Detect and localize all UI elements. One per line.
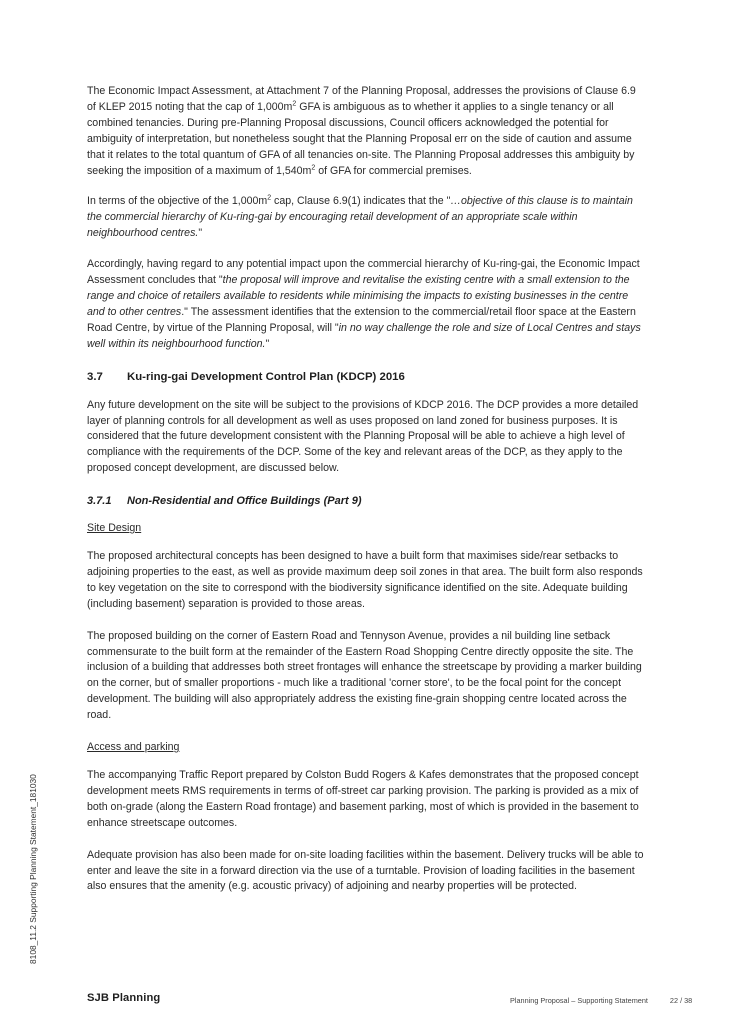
page-number: 22 / 38 — [669, 996, 693, 1005]
paragraph-hierarchy: Accordingly, having regard to any potential impact upon the commercial hierarchy of Ku-ring-gai, the Economic Impact Assessment concludes that "the proposal will improve and revitalise the existing centre with a small extension to the range and choice of retailers available to residents while minimising the impacts to existing businesses in the centre and to other centres." The assessment identifies that the extension to the commercial/retail floor space at the Eastern Road Centre, by virtue of the Planning Proposal, will "in no way challenge the role and size of Local Centres and stays well within its neighbourhood function." — [87, 258, 641, 350]
sjb-planning-logo: SJB Planning — [87, 992, 161, 1004]
document-body — [87, 84, 647, 910]
page-footer — [510, 996, 692, 1005]
footer-document-title: Planning Proposal – Supporting Statement — [510, 996, 648, 1005]
paragraph-access-parking-1: The accompanying Traffic Report prepared by Colston Budd Rogers & Kafes demonstrates that the proposed concept development meets RMS requirements in terms of off-street car parking provision. The parking is provided as a mix of both on-grade (along the Eastern Road frontage) and basement parking, most of which is provided in the basement to enhance streetscape outcomes. — [87, 769, 639, 829]
subheading-site-design: Site Design — [87, 522, 142, 535]
paragraph-kdcp: Any future development on the site will be subject to the provisions of KDCP 2016. The DCP provides a more detailed layer of planning controls for all development as well as uses proposed on land zoned for business purposes. It is considered that the future development consistent with the Planning Proposal will be able to achieve a high level of compliance with the requirements of the DCP. Some of the key and relevant areas of the DCP, as they apply to the proposed concept development, are discussed below. — [87, 398, 639, 475]
section-heading-3-7: 3.7 Ku-ring-gai Development Control Plan (KDCP) 2016 — [87, 370, 405, 383]
side-file-reference: 8108_11.2 Supporting Planning Statement_181030 — [28, 774, 38, 964]
paragraph-objective: In terms of the objective of the $1,000m^2$ cap, Clause 6.9(1) indicates that the "…objective of this clause is to maintain the commercial hierarchy of Ku-ring-gai by encouraging retail development of an appropriate scale within neighbourhood centres." — [87, 194, 633, 240]
paragraph-site-design-2: The proposed building on the corner of Eastern Road and Tennyson Avenue, provides a nil building line setback commensurate to the built form at the remainder of the Eastern Road Shopping Centre directly opposite the site. The inclusion of a building that addresses both street frontages will enhance the streetscape by providing a marker building on the corner, but of smaller proportions - much like a traditional 'corner store', to be the focal point for the concept development. The building will also appropriately address the existing fine-grain shopping centre located across the road. — [87, 629, 642, 722]
paragraph-site-design-1: The proposed architectural concepts has been designed to have a built form that maximises side/rear setbacks to adjoining properties to the east, as well as provide maximum deep soil zones in that area. The built form also responds to key vegetation on the site to correspond with the biodiversity significance identified on the site. Adequate building (including basement) separation is provided to those areas. — [87, 550, 643, 610]
paragraph-access-parking-2: Adequate provision has also been made for on-site loading facilities within the basement. Delivery trucks will be able to enter and leave the site in a forward direction via the use of a turntable. Provision of loading facilities in the basement also ensures that the amenity (e.g. acoustic privacy) of adjoining and nearby properties will be protected. — [87, 848, 644, 893]
section-heading-3-7-1: 3.7.1 Non-Residential and Office Buildings (Part 9) — [87, 495, 362, 508]
subheading-access-parking: Access and parking — [87, 741, 180, 754]
paragraph-economic-impact: The Economic Impact Assessment, at Attachment 7 of the Planning Proposal, addresses the provisions of Clause 6.9 of KLEP 2015 noting that the cap of $1,000m^2$ GFA is ambiguous as to whether it applies to a single tenancy or all combined tenancies. During pre-Planning Proposal discussions, Council officers acknowledged the potential for ambiguity of interpretation, but nonetheless sought that the Planning Proposal err on the side of caution and assume that it relates to the total quantum of GFA of all tenancies on-site. The Planning Proposal addresses this ambiguity by seeking the imposition of a maximum of $1,540m^2$ of GFA for commercial premises. — [87, 85, 636, 177]
